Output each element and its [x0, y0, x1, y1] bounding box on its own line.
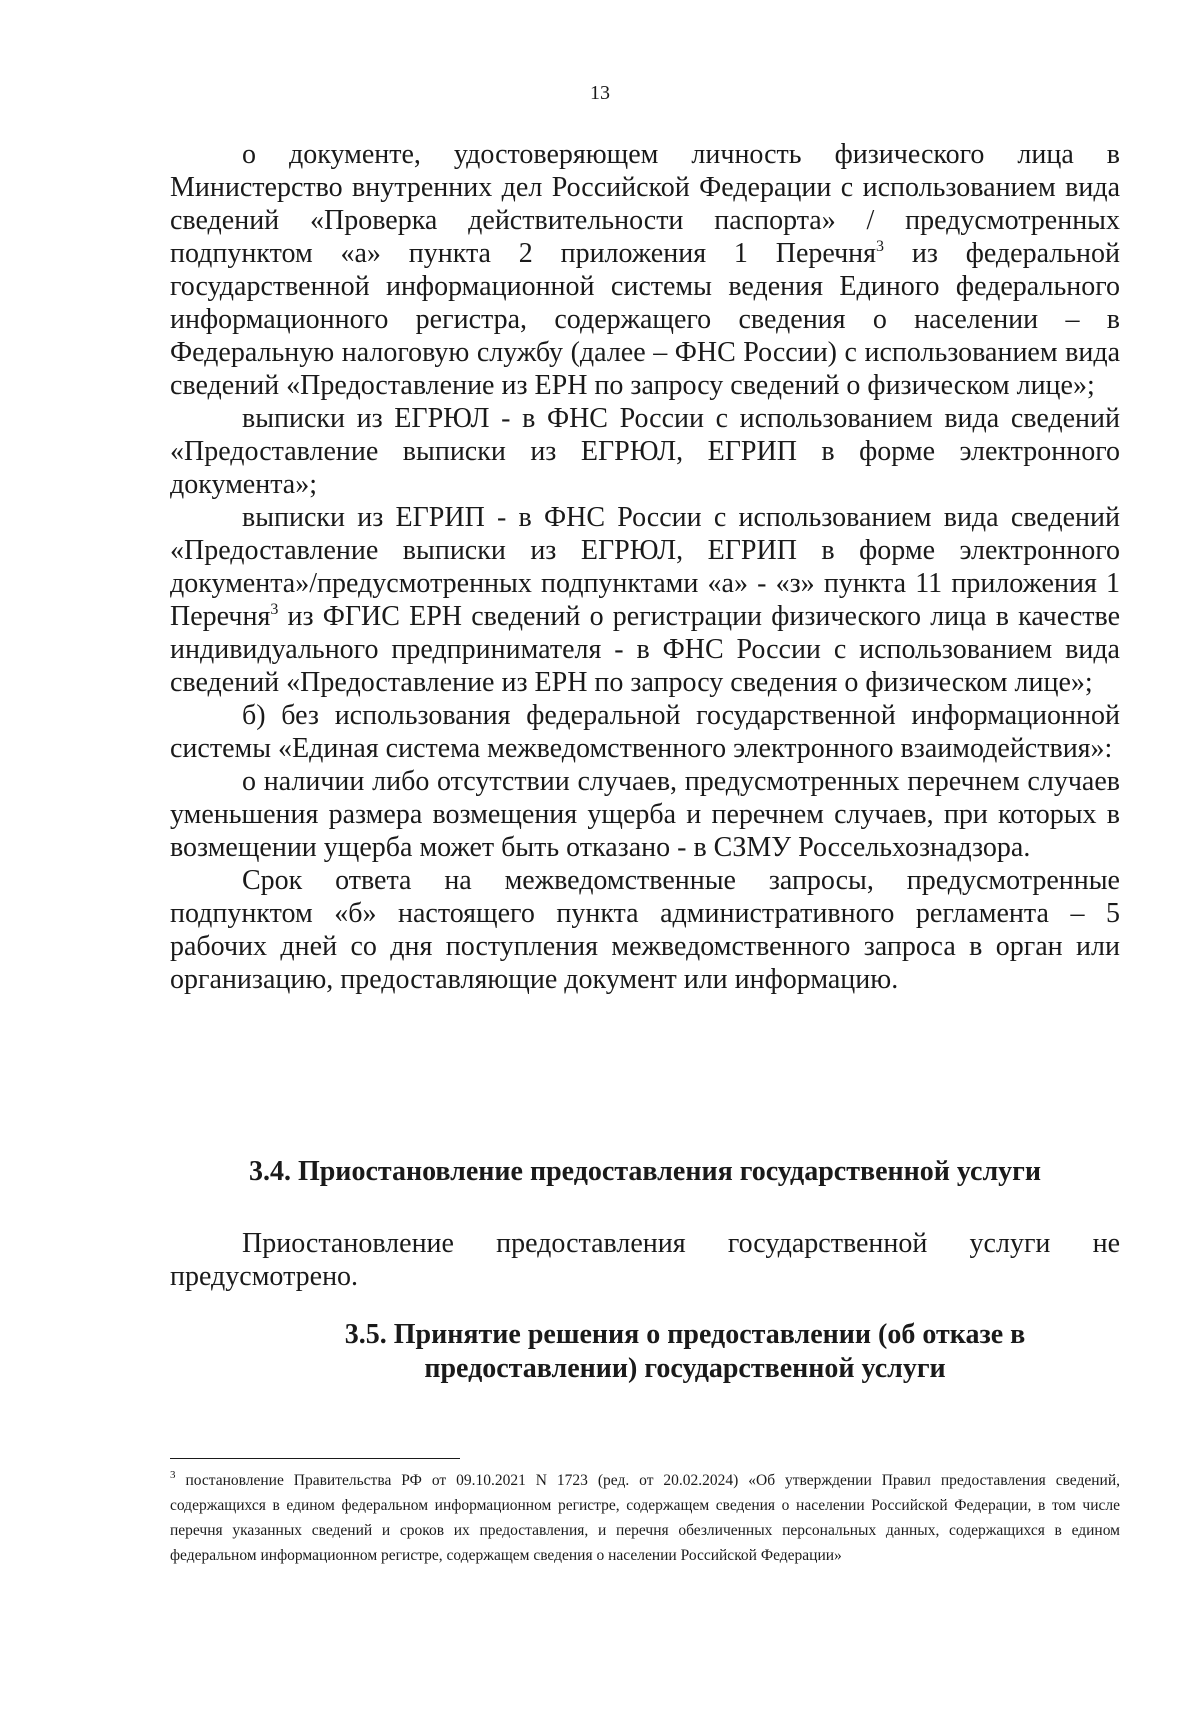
footnote-reference: 3: [876, 238, 885, 255]
paragraph-text: о документе, удостоверяющем личность физического лица в Министерство внутренних дел Российской Федерации с использованием вида сведений «Проверка действительности паспорта» / предусмотренных подпунктом «а» пункта 2 приложения 1 Перечня: [170, 139, 1120, 269]
paragraph-egrip: [170, 501, 1120, 699]
paragraph-without-smev: б) без использования федеральной государственной информационной системы «Единая система межведомственного электронного взаимодействия»:: [170, 700, 1120, 764]
footnote-text: постановление Правительства РФ от 09.10.2021 N 1723 (ред. от 20.02.2024) «Об утверждении Правил предоставления сведений, содержащихся в едином федеральном информационном регистре, содержащем сведения о населении Российской Федерации, в том числе перечня указанных сведений и сроков их предоставления, и перечня обезличенных персональных данных, содержащихся в едином федеральном информационном регистре, содержащем сведения о населении Российской Федерации»: [170, 1472, 1120, 1564]
paragraph-egrul: выписки из ЕГРЮЛ - в ФНС России с использованием вида сведений «Предоставление выписки из ЕГРЮЛ, ЕГРИП в форме электронного документа»;: [170, 403, 1120, 500]
section-heading-3-4: 3.4. Приостановление предоставления государственной услуги: [248, 1156, 1042, 1187]
page-number: 13: [590, 82, 610, 104]
paragraph-response-deadline: Срок ответа на межведомственные запросы, предусмотренные подпунктом «б» настоящего пункта административного регламента – 5 рабочих дней со дня поступления межведомственного запроса в орган или организацию, предоставляющие документ или информацию.: [170, 865, 1120, 995]
footnote-divider: [170, 1458, 460, 1459]
paragraph-text: из ФГИС ЕРН сведений о регистрации физического лица в качестве индивидуального предпринимателя - в ФНС России с использованием вида сведений «Предоставление из ЕРН по запросу сведения о физическом лице»;: [170, 601, 1120, 698]
footnote: [170, 1468, 1120, 1568]
section-3-4-text: Приостановление предоставления государственной услуги не предусмотрено.: [170, 1228, 1120, 1292]
main-text: [170, 138, 1120, 996]
footnote-reference: 3: [270, 601, 279, 618]
paragraph-damage-cases: о наличии либо отсутствии случаев, предусмотренных перечнем случаев уменьшения размера возмещения ущерба и перечнем случаев, при которых в возмещении ущерба может быть отказано - в СЗМУ Россельхознадзора.: [170, 766, 1120, 863]
paragraph-text: выписки из ЕГРИП - в ФНС России с использованием вида сведений «Предоставление выписки из ЕГРЮЛ, ЕГРИП в форме электронного документа»/предусмотренных подпунктами «а» - «з» пункта 11 приложения 1 Перечня: [170, 502, 1120, 632]
footnote-marker: 3: [170, 1469, 176, 1481]
section-heading-3-5: 3.5. Принятие решения о предоставлении (об отказе в предоставлении) государственной услуги: [344, 1319, 1026, 1384]
paragraph-passport-info: [170, 138, 1120, 402]
paragraph-text: из федеральной государственной информационной системы ведения Единого федерального информационного регистра, содержащего сведения о населении – в Федеральную налоговую службу (далее – ФНС России) с использованием вида сведений «Предоставление из ЕРН по запросу сведений о физическом лице»;: [170, 238, 1120, 401]
